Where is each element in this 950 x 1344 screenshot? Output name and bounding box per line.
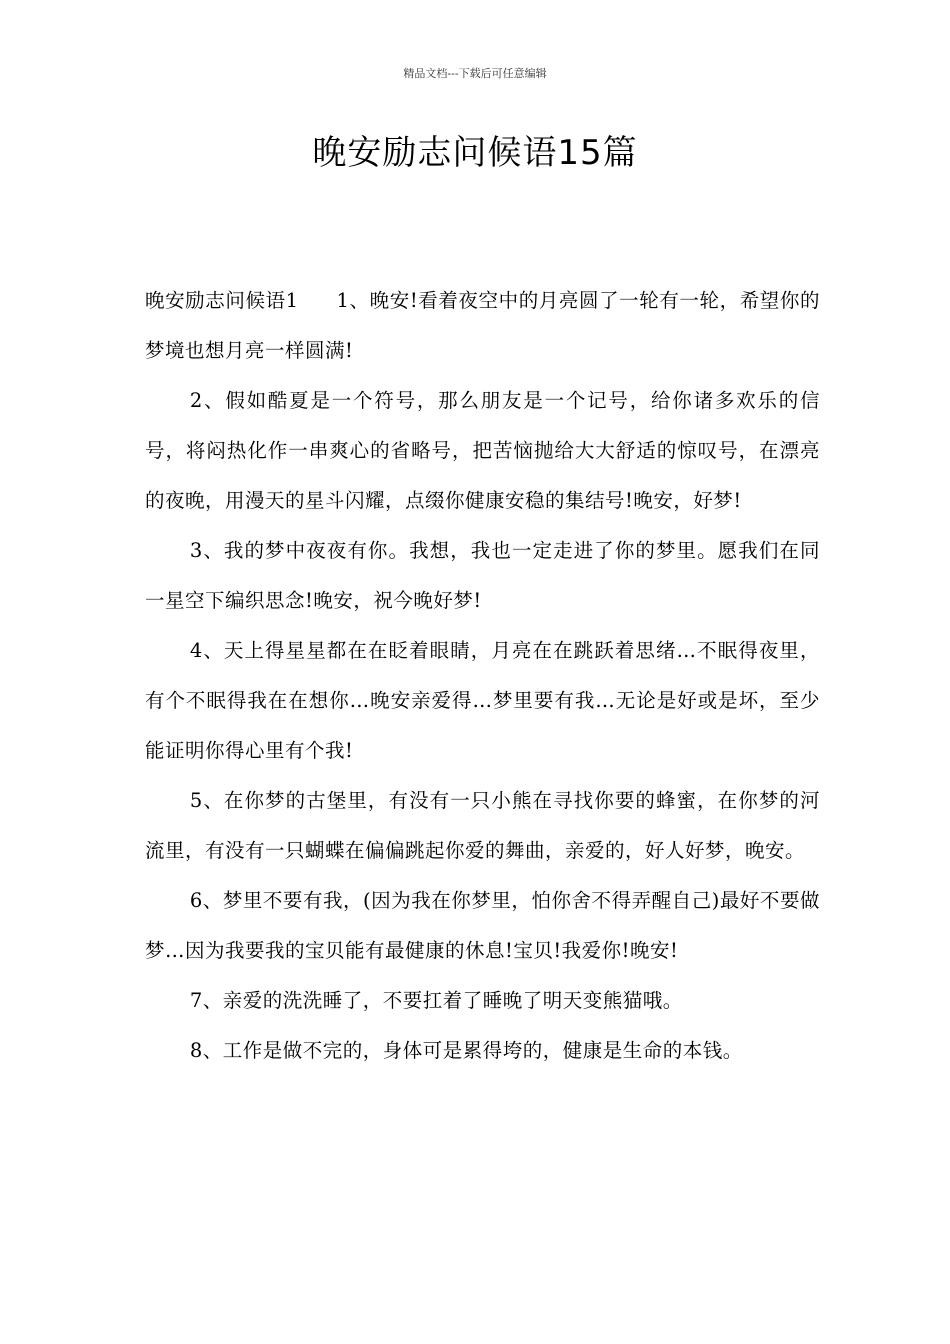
- section-label: 晚安励志问候语1: [145, 289, 299, 312]
- paragraph-7: 7、亲爱的洗洗睡了，不要扛着了睡晚了明天变熊猫哦。: [189, 989, 683, 1012]
- intro-paragraph: [145, 276, 820, 376]
- paragraph-4: 4、天上得星星都在在眨着眼睛，月亮在在跳跃着思绪…不眠得夜里，有个不眠得我在在想你…晚安亲爱得…梦里要有我…无论是好或是坏，至少能证明你得心里有个我!: [145, 639, 820, 762]
- paragraph-6: 6、梦里不要有我，(因为我在你梦里，怕你舍不得弄醒自己)最好不要做梦…因为我要我的宝贝能有最健康的休息!宝贝!我爱你!晚安!: [145, 889, 820, 962]
- paragraph-5: 5、在你梦的古堡里，有没有一只小熊在寻找你要的蜂蜜，在你梦的河流里，有没有一只蝴蝶在偏偏跳起你爱的舞曲，亲爱的，好人好梦，晚安。: [145, 789, 820, 862]
- paragraph-3: 3、我的梦中夜夜有你。我想，我也一定走进了你的梦里。愿我们在同一星空下编织思念!晚安，祝今晚好梦!: [145, 539, 820, 612]
- paragraph-2: 2、假如酷夏是一个符号，那么朋友是一个记号，给你诸多欢乐的信号，将闷热化作一串爽心的省略号，把苦恼抛给大大舒适的惊叹号，在漂亮的夜晚，用漫天的星斗闪耀，点缀你健康安稳的集结号!晚安，好梦!: [145, 389, 820, 512]
- document-body: [145, 276, 820, 1076]
- document-title: 晚安励志问候语15篇: [312, 133, 638, 173]
- header-note: 精品文档---下载后可任意编辑: [403, 67, 547, 80]
- paragraph-8: 8、工作是做不完的，身体可是累得垮的，健康是生命的本钱。: [189, 1039, 743, 1062]
- intro-text: 1、晚安!看着夜空中的月亮圆了一轮有一轮，希望你的梦境也想月亮一样圆满!: [145, 289, 820, 362]
